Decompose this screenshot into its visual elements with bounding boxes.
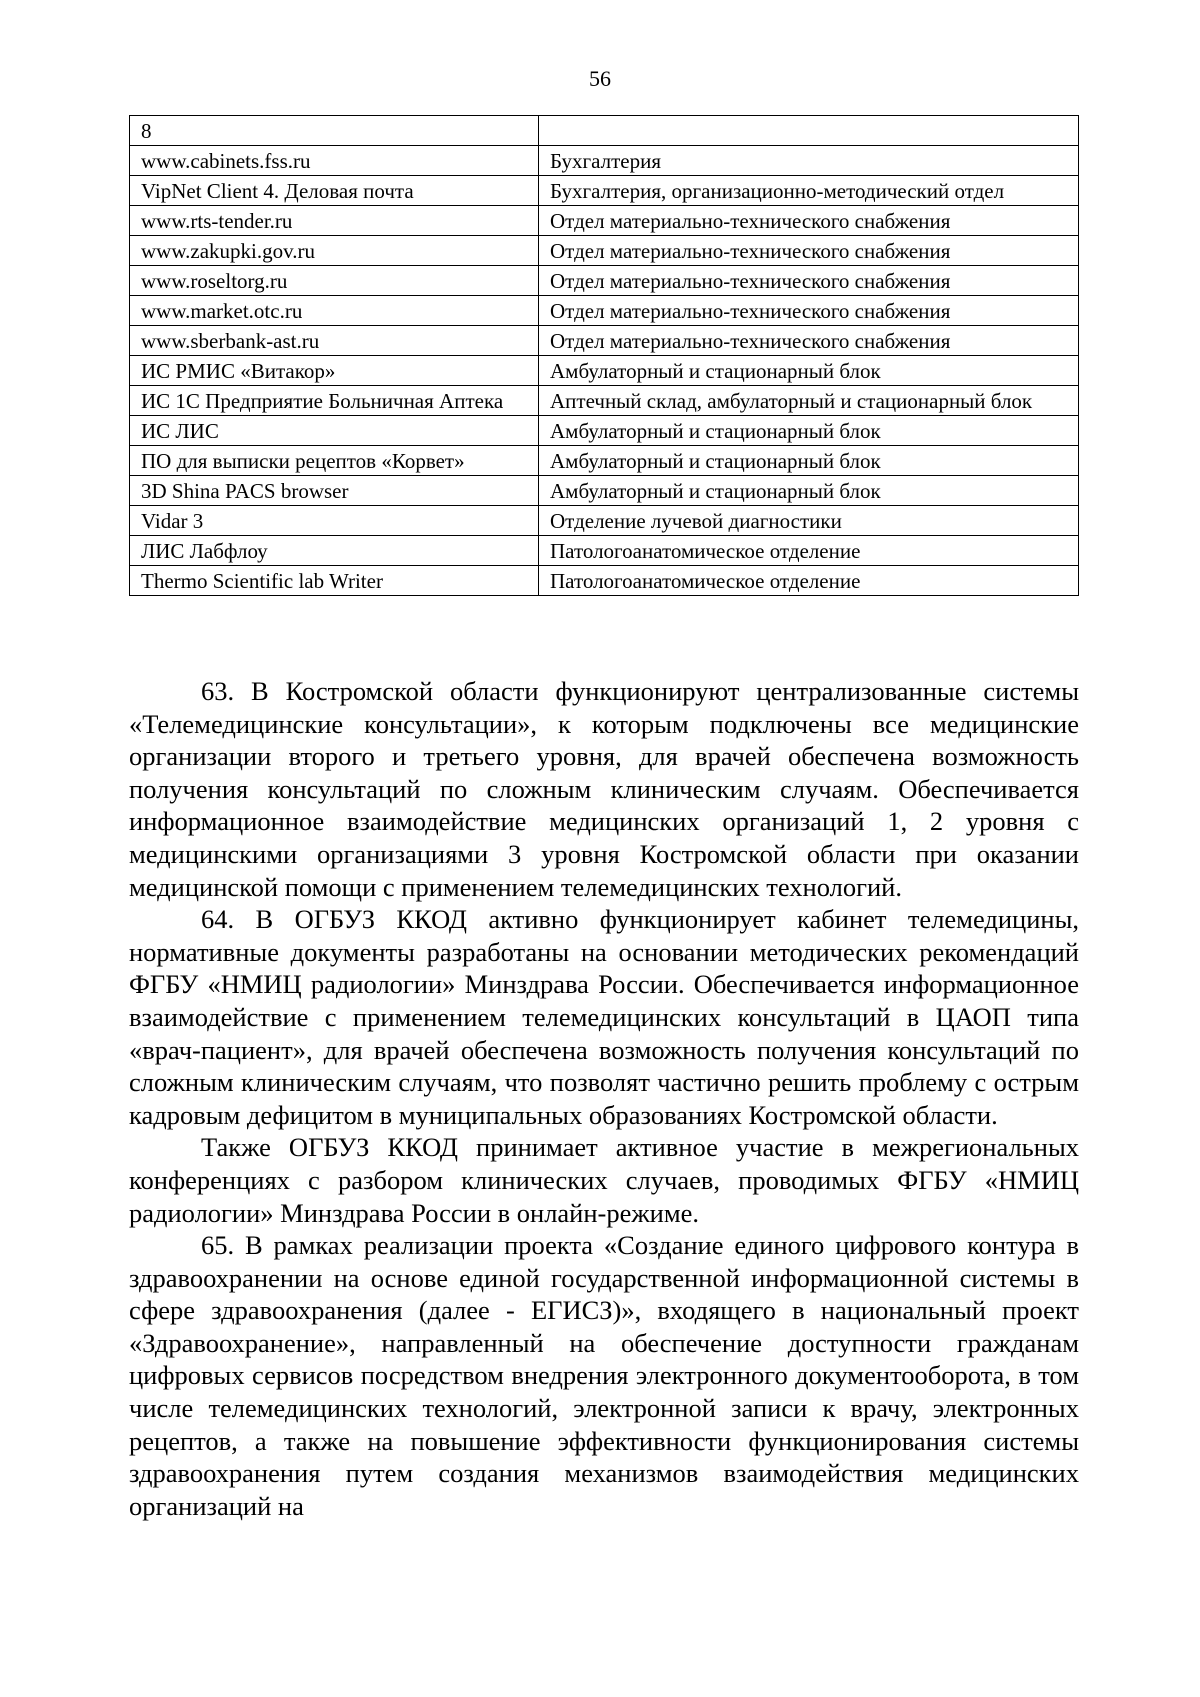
paragraph-65: 65. В рамках реализации проекта «Создание единого цифрового контура в здравоохранении на основе единой государственной информационной системы в сфере здравоохранения (далее - ЕГИСЗ)», входящего в национальный проект «Здравоохранение», направленный на обеспечение доступности гражданам цифровых сервисов посредством внедрения электронного документооборота, в том числе телемедицинских технологий, электронной записи к врачу, электронных рецептов, а также на повышение эффективности функционирования системы здравоохранения путем создания механизмов взаимодействия медицинских организаций на	[129, 1230, 1079, 1521]
table-row	[130, 356, 1079, 386]
table-row	[130, 296, 1079, 326]
paragraph-63: 63. В Костромской области функционируют централизованные системы «Телемедицинские консультации», к которым подключены все медицинские организации второго и третьего уровня, для врачей обеспечена возможность получения консультаций по сложным клиническим случаям. Обеспечивается информационное взаимодействие медицинских организаций 1, 2 уровня с медицинскими организациями 3 уровня Костромской области при оказании медицинской помощи с применением телемедицинских технологий.	[129, 676, 1079, 902]
table-row	[130, 116, 1079, 146]
department-cell: Патологоанатомическое отделение	[539, 566, 1079, 596]
system-cell: www.zakupki.gov.ru	[130, 236, 539, 266]
system-cell: www.roseltorg.ru	[130, 266, 539, 296]
system-cell: ИС 1С Предприятие Больничная Аптека	[130, 386, 539, 416]
table-row	[130, 146, 1079, 176]
system-cell: ПО для выписки рецептов «Корвет»	[130, 446, 539, 476]
system-cell: www.sberbank-ast.ru	[130, 326, 539, 356]
department-cell	[539, 116, 1079, 146]
table-row	[130, 446, 1079, 476]
department-cell: Отдел материально-технического снабжения	[539, 296, 1079, 326]
department-cell: Амбулаторный и стационарный блок	[539, 446, 1079, 476]
system-cell: ИС ЛИС	[130, 416, 539, 446]
system-cell: 8	[130, 116, 539, 146]
table-row	[130, 266, 1079, 296]
page-number: 56	[589, 66, 611, 91]
paragraph-64-cont: Также ОГБУЗ ККОД принимает активное участие в межрегиональных конференциях с разбором клинических случаев, проводимых ФГБУ «НМИЦ радиологии» Минздрава России в онлайн-режиме.	[129, 1132, 1079, 1228]
department-cell: Бухгалтерия	[539, 146, 1079, 176]
department-cell: Отдел материально-технического снабжения	[539, 236, 1079, 266]
system-cell: www.market.otc.ru	[130, 296, 539, 326]
table-row	[130, 236, 1079, 266]
system-cell: Thermo Scientific lab Writer	[130, 566, 539, 596]
department-cell: Патологоанатомическое отделение	[539, 536, 1079, 566]
department-cell: Аптечный склад, амбулаторный и стационарный блок	[539, 386, 1079, 416]
department-cell: Отдел материально-технического снабжения	[539, 206, 1079, 236]
department-cell: Амбулаторный и стационарный блок	[539, 356, 1079, 386]
system-cell: VipNet Client 4. Деловая почта	[130, 176, 539, 206]
system-cell: ЛИС Лабфлоу	[130, 536, 539, 566]
table-row	[130, 386, 1079, 416]
system-cell: ИС РМИС «Витакор»	[130, 356, 539, 386]
system-cell: www.rts-tender.ru	[130, 206, 539, 236]
department-cell: Амбулаторный и стационарный блок	[539, 476, 1079, 506]
paragraph-64: 64. В ОГБУЗ ККОД активно функционирует кабинет телемедицины, нормативные документы разработаны на основании методических рекомендаций ФГБУ «НМИЦ радиологии» Минздрава России. Обеспечивается информационное взаимодействие с применением телемедицинских консультаций в ЦАОП типа «врач-пациент», для врачей обеспечена возможность получения консультаций по сложным клиническим случаям, что позволят частично решить проблему с острым кадровым дефицитом в муниципальных образованиях Костромской области.	[129, 904, 1079, 1130]
department-cell: Отдел материально-технического снабжения	[539, 266, 1079, 296]
system-cell: 3D Shina PACS browser	[130, 476, 539, 506]
table-row	[130, 476, 1079, 506]
table-row	[130, 326, 1079, 356]
table-row	[130, 506, 1079, 536]
table-row	[130, 416, 1079, 446]
department-cell: Бухгалтерия, организационно-методический отдел	[539, 176, 1079, 206]
body-text	[129, 675, 1079, 1522]
department-cell: Отделение лучевой диагностики	[539, 506, 1079, 536]
table-row	[130, 176, 1079, 206]
system-cell: www.cabinets.fss.ru	[130, 146, 539, 176]
system-cell: Vidar 3	[130, 506, 539, 536]
department-cell: Отдел материально-технического снабжения	[539, 326, 1079, 356]
table-row	[130, 566, 1079, 596]
department-cell: Амбулаторный и стационарный блок	[539, 416, 1079, 446]
table-row	[130, 206, 1079, 236]
systems-table	[129, 115, 1079, 596]
table-row	[130, 536, 1079, 566]
